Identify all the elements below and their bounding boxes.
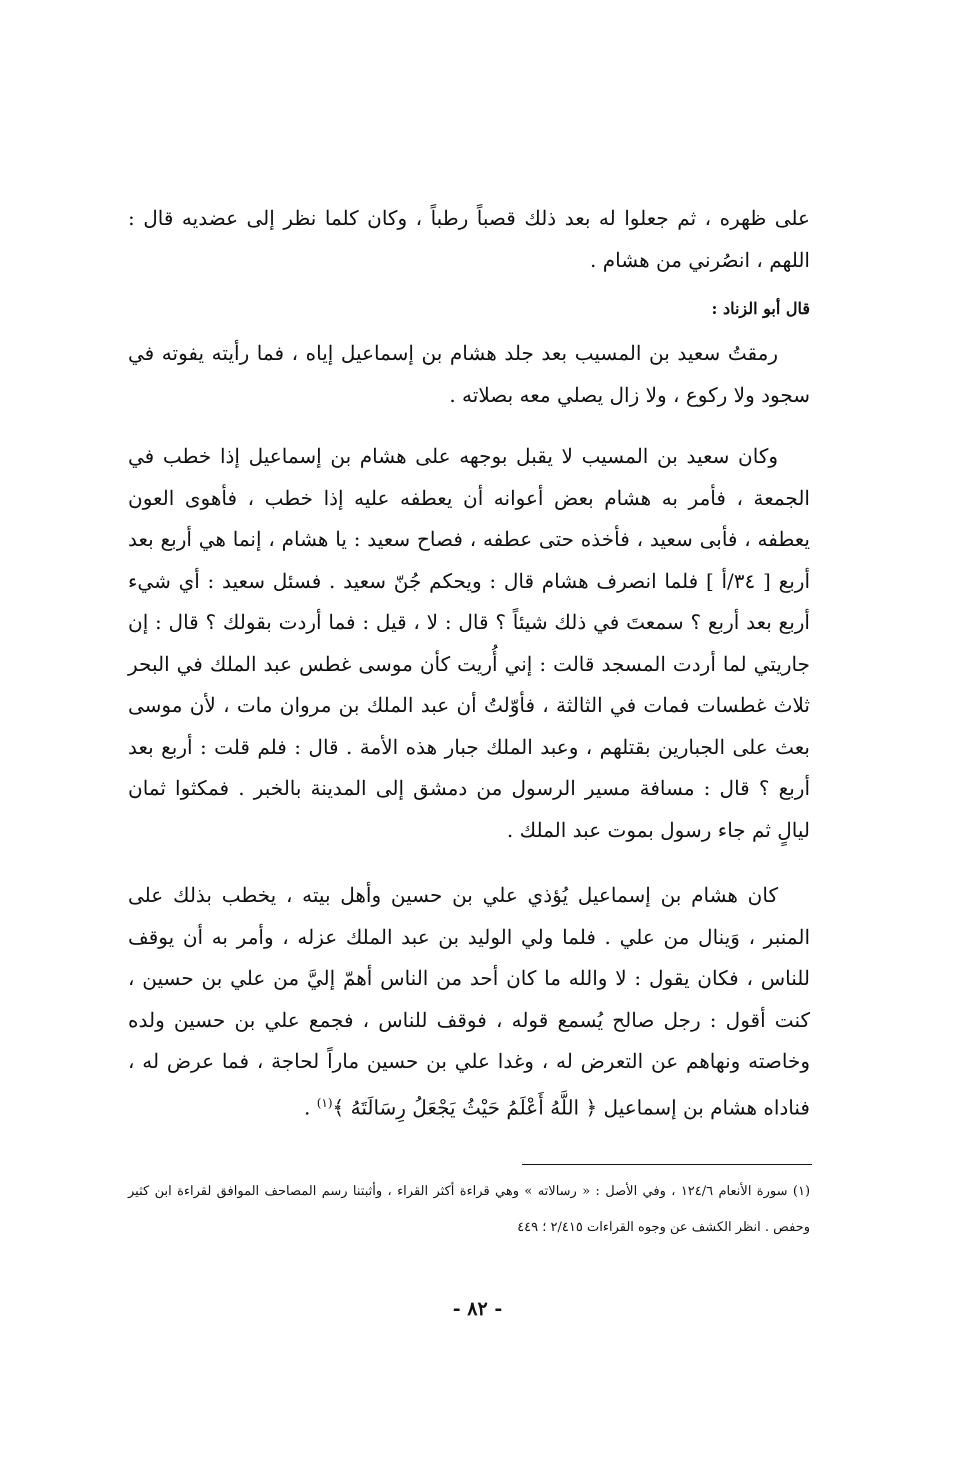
paragraph-4-end: . xyxy=(303,1095,317,1120)
footnote-1: (١) سورة الأنعام ١٢٤/٦ ، وفي الأصل : « رسالاته » وهي قراءة أكثر القراء ، وأثبتنا رسم المصاحف الموافق لقراءة ابن كثير وحفص . انظر الكشف عن وجوه القراءات ٢/٤١٥ ؛ ٤٤٩ xyxy=(128,1184,811,1235)
footnote-reference: (١) xyxy=(316,1095,333,1110)
paragraph-spacer xyxy=(128,851,810,875)
paragraph-3: وكان سعيد بن المسيب لا يقبل بوجهه على هشام بن إسماعيل إذا خطب في الجمعة ، فأمر به هشام بعض أعوانه أن يعطفه عليه إذا خطب ، فأهوى العون يعطفه ، فأبى سعيد ، فأخذه حتى عطفه ، فصاح سعيد : يا هشام ، إنما هي أربع بعد أربع [ ٣٤/أ ] فلما انصرف هشام قال : ويحكم جُنّ سعيد . فسئل سعيد : أي شيء أربع بعد أربع ؟ سمعتَ في ذلك شيئاً ؟ قال : لا ، قيل : فما أردت بقولك ؟ قال : إن جاريتي لما أردت المسجد قالت : إني أُريت كأن موسى غطس عبد الملك في البحر ثلاث غطسات فمات في الثالثة ، فأوّلتُ أن عبد الملك بن مروان مات ، لأن موسى بعث على الجبارين بقتلهم ، وعبد الملك جبار هذه الأمة . قال : فلم قلت : أربع بعد أربع ؟ قال : مسافة مسير الرسول من دمشق إلى المدينة بالخبر . فمكثوا ثمان ليالٍ ثم جاء رسول بموت عبد الملك . xyxy=(128,444,810,842)
footnote-separator xyxy=(522,1164,812,1165)
paragraph-1: على ظهره ، ثم جعلوا له بعد ذلك قصباً رطباً ، وكان كلما نظر إلى عضديه قال : اللهم ، انصُرني من هشام . xyxy=(128,206,810,272)
paragraph-4 xyxy=(128,875,810,1129)
section-heading: قال أبو الزناد : xyxy=(711,299,810,318)
paragraph-4-text: كان هشام بن إسماعيل يُؤذي علي بن حسين وأهل بيته ، يخطب بذلك على المنبر ، وَينال من علي . فلما ولي الوليد بن عبد الملك عزله ، وأمر به أن يوقف للناس ، فكان يقول : لا والله ما كان أحد من الناس أهمّ إليَّ من علي بن حسين ، كنت أقول : رجل صالح يُسمع قوله ، فوقف للناس ، فجمع علي بن حسين ولده وخاصته ونهاهم عن التعرض له ، وغدا علي بن حسين ماراً لحاجة ، فما عرض له ، فناداه هشام بن إسماعيل ﴿ اللَّهُ أَعْلَمُ حَيْثُ يَجْعَلُ رِسَالَتَهُ ﴾ xyxy=(128,883,811,1120)
paragraph-2: رمقتُ سعيد بن المسيب بعد جلد هشام بن إسماعيل إياه ، فما رأيته يفوته في سجود ولا ركوع ، ولا زال يصلي معه بصلاته . xyxy=(128,341,810,407)
page-number: - ٨٢ - xyxy=(452,1298,503,1320)
main-text xyxy=(128,198,810,1129)
footnotes xyxy=(128,1174,810,1246)
paragraph-spacer xyxy=(128,416,810,436)
